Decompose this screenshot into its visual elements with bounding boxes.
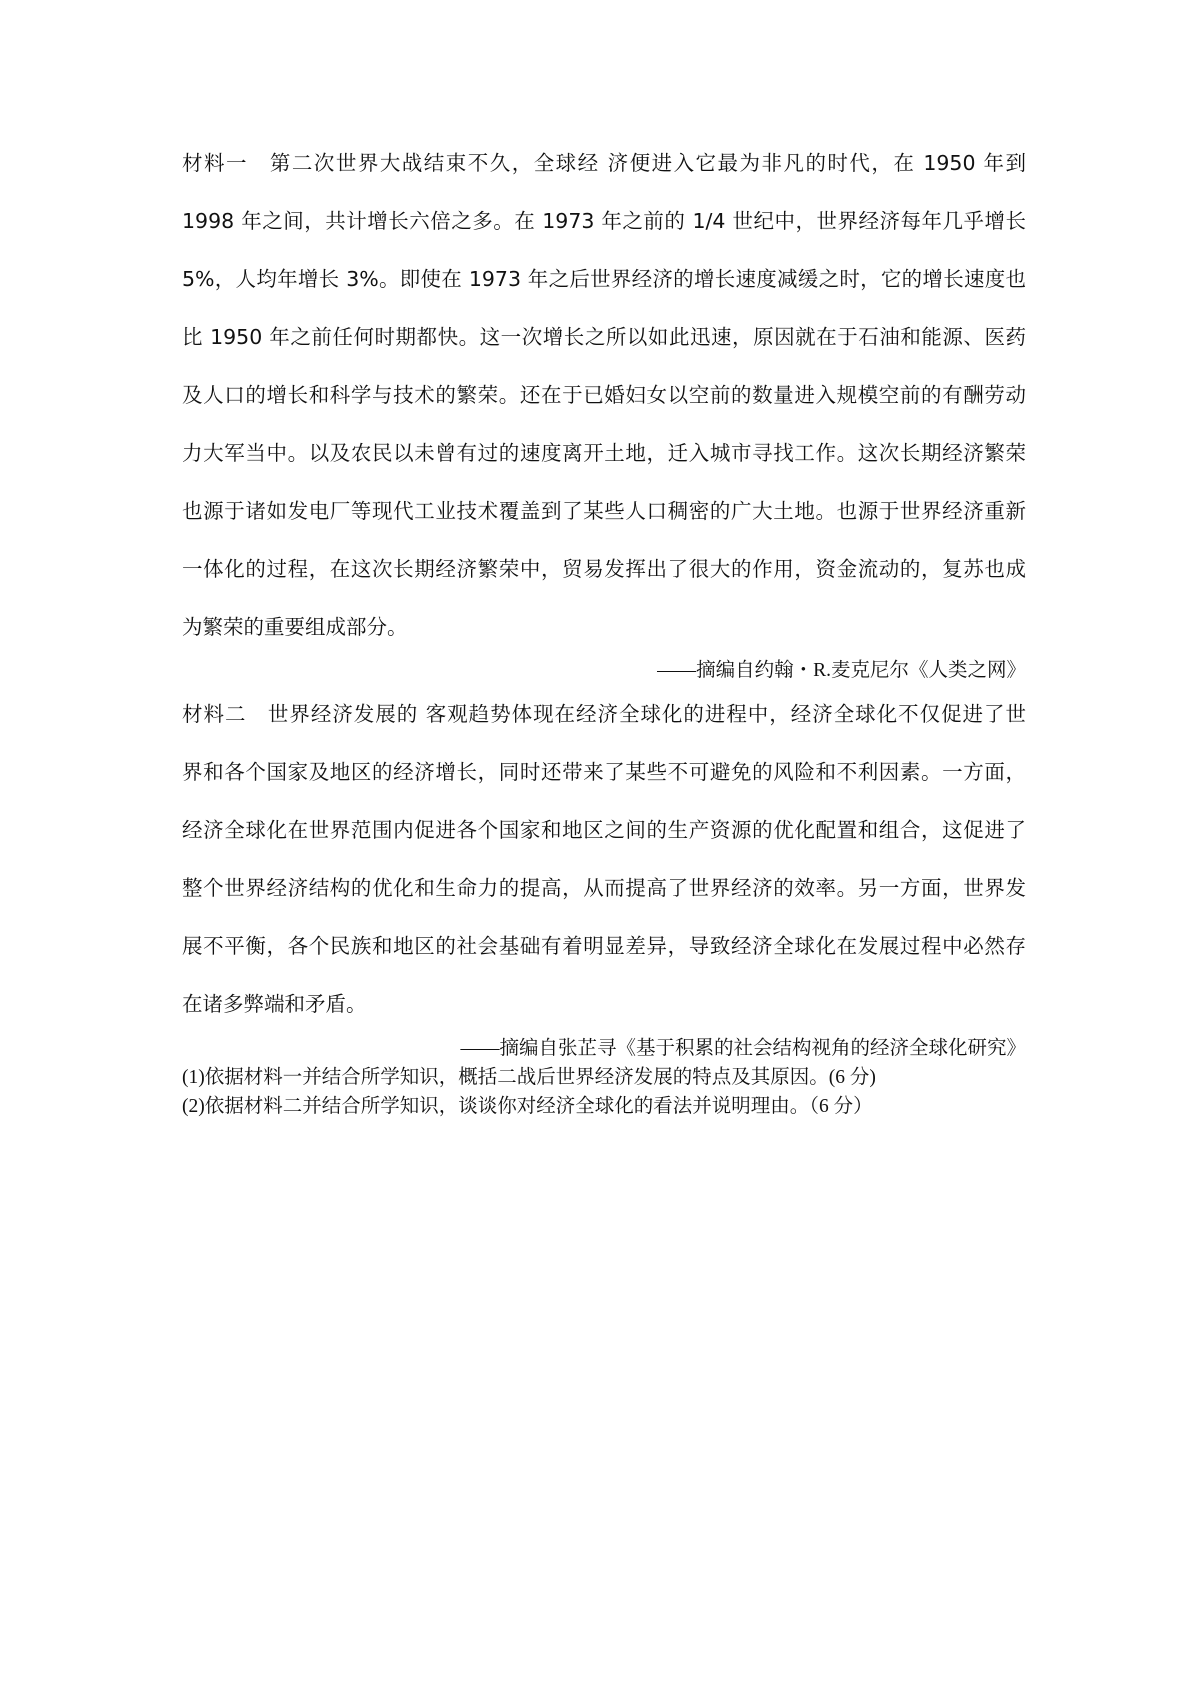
material-one-line: 材料一 第二次世界大战结束不久，全球经 济便进入它最为非凡的时代，在 1950 年到: [182, 151, 1026, 175]
material-one-line: 1998 年之间，共计增长六倍之多。在 1973 年之前的 1/4 世纪中，世界经济每年几乎增长: [182, 209, 1026, 233]
material-two-line: 材料二 世界经济发展的 客观趋势体现在经济全球化的进程中，经济全球化不仅促进了世: [182, 702, 1026, 726]
material-two-line: 界和各个国家及地区的经济增长，同时还带来了某些不可避免的风险和不利因素。一方面，: [182, 760, 1026, 784]
material-one-line: 为繁荣的重要组成部分。: [182, 615, 408, 639]
material-one-line: 力大军当中。以及农民以未曾有过的速度离开土地，迁入城市寻找工作。这次长期经济繁荣: [182, 441, 1026, 465]
material-one-line: 一体化的过程，在这次长期经济繁荣中，贸易发挥出了很大的作用，资金流动的，复苏也成: [182, 557, 1026, 581]
material-two-line: 经济全球化在世界范围内促进各个国家和地区之间的生产资源的优化配置和组合，这促进了: [182, 818, 1026, 842]
material-one-line: 也源于诸如发电厂等现代工业技术覆盖到了某些人口稠密的广大土地。也源于世界经济重新: [182, 499, 1026, 523]
material-two-line: 展不平衡，各个民族和地区的社会基础有着明显差异，导致经济全球化在发展过程中必然存: [182, 934, 1026, 958]
question-1: (1)依据材料一并结合所学知识，概括二战后世界经济发展的特点及其原因。(6 分): [182, 1067, 876, 1088]
question-2: (2)依据材料二并结合所学知识，谈谈你对经济全球化的看法并说明理由。（6 分）: [182, 1096, 873, 1117]
material-one-line: 比 1950 年之前任何时期都快。这一次增长之所以如此迅速，原因就在于石油和能源、医药: [182, 325, 1026, 349]
material-two-source: ——摘编自张芷寻《基于积累的社会结构视角的经济全球化研究》: [460, 1038, 1026, 1059]
material-one-line: 及人口的增长和科学与技术的繁荣。还在于已婚妇女以空前的数量进入规模空前的有酬劳动: [182, 383, 1026, 407]
material-two-line: 在诸多弊端和矛盾。: [182, 992, 367, 1016]
material-one-line: 5%，人均年增长 3%。即使在 1973 年之后世界经济的增长速度减缓之时，它的增长速度也: [182, 267, 1026, 291]
material-two-line: 整个世界经济结构的优化和生命力的提高，从而提高了世界经济的效率。另一方面，世界发: [182, 876, 1026, 900]
material-one-source: ——摘编自约翰・R.麦克尼尔《人类之网》: [657, 660, 1026, 681]
